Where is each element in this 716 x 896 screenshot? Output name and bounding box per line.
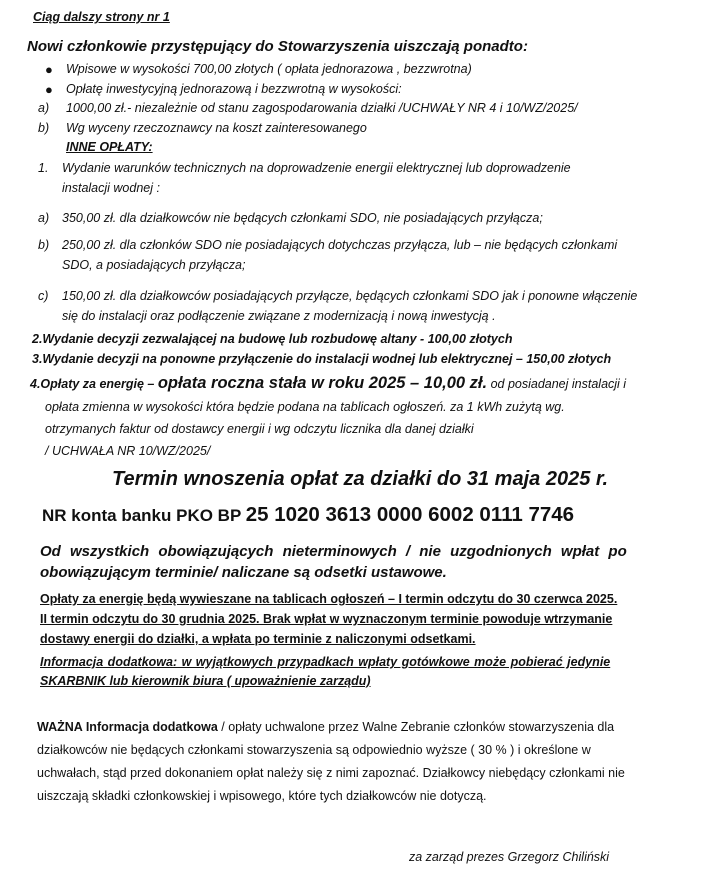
list-marker: 1. — [38, 161, 49, 175]
other-fee-sub-a: 350,00 zł. dla działkowców nie będących członkami SDO, nie posiadających przyłącza; — [62, 211, 543, 225]
important-info-text: / opłaty uchwalone przez Walne Zebranie członków stowarzyszenia dla — [217, 720, 615, 734]
bank-account-label: NR konta banku PKO BP — [42, 506, 246, 525]
other-fee-sub-b-line-1: 250,00 zł. dla członków SDO nie posiadających dotychczas przyłącza, lub – nie będących członkami — [62, 238, 618, 252]
intro-title: Nowi członkowie przystępujący do Stowarzyszenia uiszczają ponadto: — [27, 38, 528, 55]
other-fee-sub-c-line-2: się do instalacji oraz podłączenie związane z modernizacją i nową inwestycją . — [62, 309, 496, 323]
energy-note-line-3: dostawy energii do działki, a wpłata po terminie z naliczonymi odsetkami. — [40, 632, 476, 646]
payment-deadline: Termin wnoszenia opłat za działki do 31 maja 2025 r. — [112, 468, 609, 490]
important-info-line-3: uchwałach, stąd przed dokonaniem opłat należy się z nimi zapoznać. Działkowcy niebędący członkami nie — [37, 766, 625, 780]
bullet-dot-icon: ● — [45, 82, 53, 97]
other-fee-sub-b-line-2: SDO, a posiadających przyłącza; — [62, 258, 246, 272]
bullet-investment-fee: Opłatę inwestycyjną jednorazową i bezzwrotną w wysokości: — [66, 82, 402, 96]
energy-note-line-1: Opłaty za energię będą wywieszane na tablicach ogłoszeń – I termin odczytu do 30 czerwca 2025. — [40, 592, 618, 606]
important-info-line-2: działkowców nie będących członkami stowarzyszenia są odpowiednio wyższe ( 30 % ) i określone w — [37, 743, 591, 757]
important-info-line-4: uiszczają składki członkowskiej i wpisowego, które tych działkowców nie dotyczą. — [37, 789, 487, 803]
other-fee-item-1-line-2: instalacji wodnej : — [62, 181, 160, 195]
other-fee-item-3: 3.Wydanie decyzji na ponowne przyłączenie do instalacji wodnej lub elektrycznej – 150,00 złotych — [32, 352, 612, 366]
energy-note-line-2: II termin odczytu do 30 grudnia 2025. Brak wpłat w wyznaczonym terminie powoduje wtrzymanie — [40, 612, 613, 626]
list-marker: a) — [38, 101, 50, 115]
other-fee-item-4-line-1 — [30, 374, 626, 393]
bullet-entry-fee: Wpisowe w wysokości 700,00 złotych ( opłata jednorazowa , bezzwrotna) — [66, 62, 472, 76]
bank-account — [42, 503, 574, 527]
additional-info-line-2: SKARBNIK lub kierownik biura ( upoważnienie zarządu) — [40, 674, 371, 688]
list-marker: b) — [38, 121, 50, 135]
bank-account-number: 25 1020 3613 0000 6002 0111 7746 — [245, 503, 575, 526]
signature: za zarząd prezes Grzegorz Chiliński — [409, 850, 610, 864]
item-4-prefix: 4.Opłaty za energię – — [30, 377, 158, 391]
item-4-highlight: opłata roczna stała w roku 2025 – 10,00 zł. — [157, 374, 488, 392]
other-fee-item-1-line-1: Wydanie warunków technicznych na doprowadzenie energii elektrycznej lub doprowadzenie — [62, 161, 571, 175]
list-marker: b) — [38, 238, 50, 252]
investment-item-b: Wg wyceny rzeczoznawcy na koszt zainteresowanego — [66, 121, 367, 135]
other-fee-item-4-line-4: / UCHWAŁA NR 10/WZ/2025/ — [45, 444, 211, 458]
other-fee-sub-c-line-1: 150,00 zł. dla działkowców posiadających przyłącze, będących członkami SDO jak i ponowne włączenie — [62, 289, 638, 303]
investment-item-a: 1000,00 zł.- niezależnie od stanu zagospodarowania działki /UCHWAŁY NR 4 i 10/WZ/2025/ — [66, 101, 578, 115]
other-fee-item-2: 2.Wydanie decyzji zezwalającej na budowę lub rozbudowę altany - 100,00 złotych — [32, 332, 513, 346]
list-marker: c) — [38, 289, 49, 303]
other-fee-item-4-line-2: opłata zmienna w wysokości która będzie podana na tablicach ogłoszeń. za 1 kWh zużytą wg. — [45, 400, 565, 414]
important-info-label: WAŻNA Informacja dodatkowa — [37, 720, 218, 734]
list-marker: a) — [38, 211, 50, 225]
other-fees-heading: INNE OPŁATY: — [66, 140, 153, 154]
interest-notice-line-2: obowiązującym terminie/ naliczane są odsetki ustawowe. — [40, 564, 447, 581]
continuation-header: Ciąg dalszy strony nr 1 — [33, 10, 170, 24]
additional-info-line-1: Informacja dodatkowa: w wyjątkowych przypadkach wpłaty gotówkowe może pobierać jedynie — [40, 655, 611, 669]
other-fee-item-4-line-3: otrzymanych faktur od dostawcy energii i wg odczytu licznika dla danej działki — [45, 422, 474, 436]
bullet-dot-icon: ● — [45, 62, 53, 77]
important-info-line-1 — [37, 720, 614, 734]
interest-notice-line-1: Od wszystkich obowiązujących nieterminowych / nie uzgodnionych wpłat po — [40, 543, 627, 560]
item-4-suffix: od posiadanej instalacji i — [487, 377, 627, 391]
